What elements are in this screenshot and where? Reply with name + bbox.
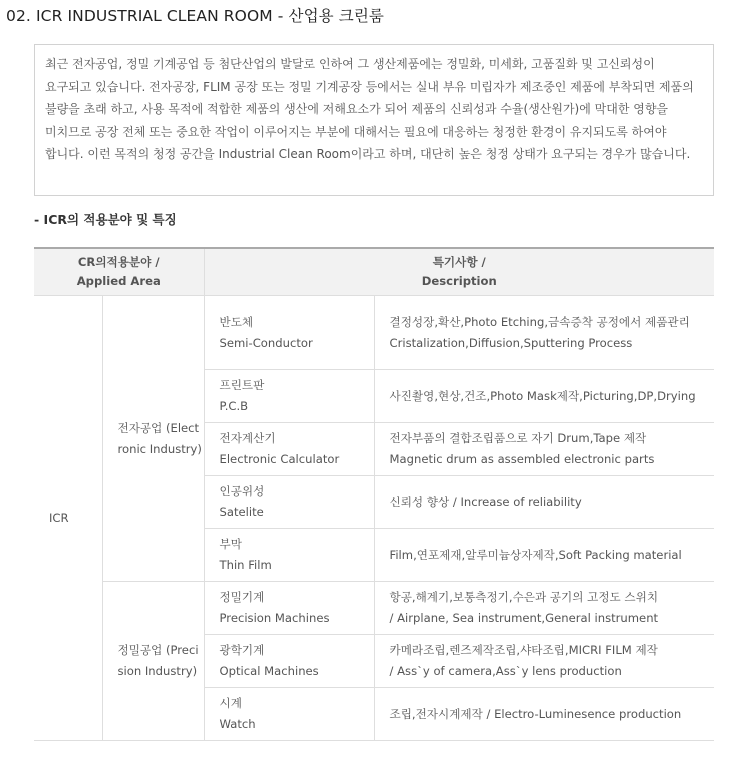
item-name-en: Thin Film <box>219 558 272 572</box>
item-name-cell <box>204 423 374 476</box>
header-description-en: Description <box>421 274 497 288</box>
item-desc-line1: 항공,해계기,보통측정기,수은과 공기의 고정도 스위치 <box>389 590 659 604</box>
item-name-ko: 시계 <box>219 696 242 710</box>
item-name-ko: 반도체 <box>219 314 254 329</box>
item-desc-cell <box>374 529 714 582</box>
item-name-cell <box>204 582 374 635</box>
item-name-en: Electronic Calculator <box>219 452 340 466</box>
page-title: 02. ICR INDUSTRIAL CLEAN ROOM - 산업용 크린룸 <box>6 7 384 25</box>
intro-text-box <box>34 44 714 196</box>
item-name-cell <box>204 370 374 423</box>
item-desc-line1: 사진촬영,현상,건조,Photo Mask제작,Picturing,DP,Drying <box>389 388 696 403</box>
item-desc-cell <box>374 423 714 476</box>
header-applied-area-ko: CR의적용분야 / <box>77 255 160 269</box>
group-cell-electronic: 전자공업 (Electronic Industry) <box>102 296 204 582</box>
item-desc-cell <box>374 296 714 370</box>
item-name-ko: 정밀기계 <box>219 590 265 604</box>
item-name-en: Watch <box>219 717 256 731</box>
item-name-cell <box>204 688 374 741</box>
item-desc-line1: 신뢰성 향상 / Increase of reliability <box>389 494 582 509</box>
item-desc-cell <box>374 688 714 741</box>
item-name-ko: 인공위성 <box>219 484 265 498</box>
item-desc-cell <box>374 635 714 688</box>
table-row <box>34 296 714 370</box>
item-desc-line1: 조립,전자시계제작 / Electro-Luminesence production <box>389 706 682 721</box>
section-heading: - ICR의 적용분야 및 특징 <box>34 212 177 227</box>
item-desc-line2: / Ass`y of camera,Ass`y lens production <box>389 664 622 678</box>
item-desc-cell <box>374 476 714 529</box>
header-applied-area <box>34 248 204 296</box>
intro-paragraph: 최근 전자공업, 정밀 기계공업 등 첨단산업의 발달로 인하여 그 생산제품에는 정밀화, 미세화, 고품질화 및 고신뢰성이 요구되고 있습니다. 전자공장, FLIM 공장 또는 정밀 기계공장 등에서는 실내 부유 미립자가 제조중인 제품에 부착되면 제품의 불량을 초래 하고, 사용 목적에 적합한 제품의 생산에 저해요소가 되어 제품의 신뢰성과 수율(생산원가)에 막대한 영향을 미치므로 공장 전체 또는 중요한 작업이 이루어지는 부분에 대해서는 필요에 대응하는 청정한 환경이 유지되도록 하여야 합니다. 이런 목적의 청정 공간을 Industrial Clean Room이라고 하며, 대단히 높은 청정 상태가 요구되는 경우가 많습니다. <box>45 57 694 162</box>
item-name-cell <box>204 529 374 582</box>
table-header-row <box>34 248 714 296</box>
item-name-en: Optical Machines <box>219 664 319 678</box>
item-desc-cell <box>374 370 714 423</box>
category-cell: ICR <box>34 296 102 741</box>
item-name-en: P.C.B <box>219 399 249 413</box>
application-table <box>34 247 714 741</box>
header-applied-area-en: Applied Area <box>76 274 161 288</box>
item-name-ko: 전자계산기 <box>219 431 276 445</box>
item-name-ko: 부막 <box>219 537 242 551</box>
item-desc-line1: 결정성장,확산,Photo Etching,금속증착 공정에서 제품관리 <box>389 314 690 329</box>
item-desc-line2: Magnetic drum as assembled electronic parts <box>389 452 655 466</box>
item-desc-line1: Film,연포제재,알루미늄상자제작,Soft Packing material <box>389 547 682 562</box>
item-desc-line2: Cristalization,Diffusion,Sputtering Process <box>389 335 633 350</box>
item-name-ko: 광학기계 <box>219 643 265 657</box>
table-row <box>34 582 714 635</box>
item-name-en: Satelite <box>219 505 264 519</box>
item-name-ko: 프린트판 <box>219 378 265 392</box>
item-name-cell <box>204 476 374 529</box>
item-name-en: Precision Machines <box>219 611 330 625</box>
item-desc-line1: 카메라조립,렌즈제작조립,샤타조립,MICRI FILM 제작 <box>389 643 658 657</box>
header-description <box>204 248 714 296</box>
item-desc-cell <box>374 582 714 635</box>
group-cell-precision: 정밀공업 (Precision Industry) <box>102 582 204 741</box>
header-description-ko: 특기사항 / <box>432 255 486 269</box>
item-desc-line2: / Airplane, Sea instrument,General instrument <box>389 611 659 625</box>
item-desc-line1: 전자부품의 결합조립품으로 자기 Drum,Tape 제작 <box>389 431 647 445</box>
item-name-cell <box>204 635 374 688</box>
item-name-cell <box>204 296 374 370</box>
item-name-en: Semi-Conductor <box>219 335 313 350</box>
